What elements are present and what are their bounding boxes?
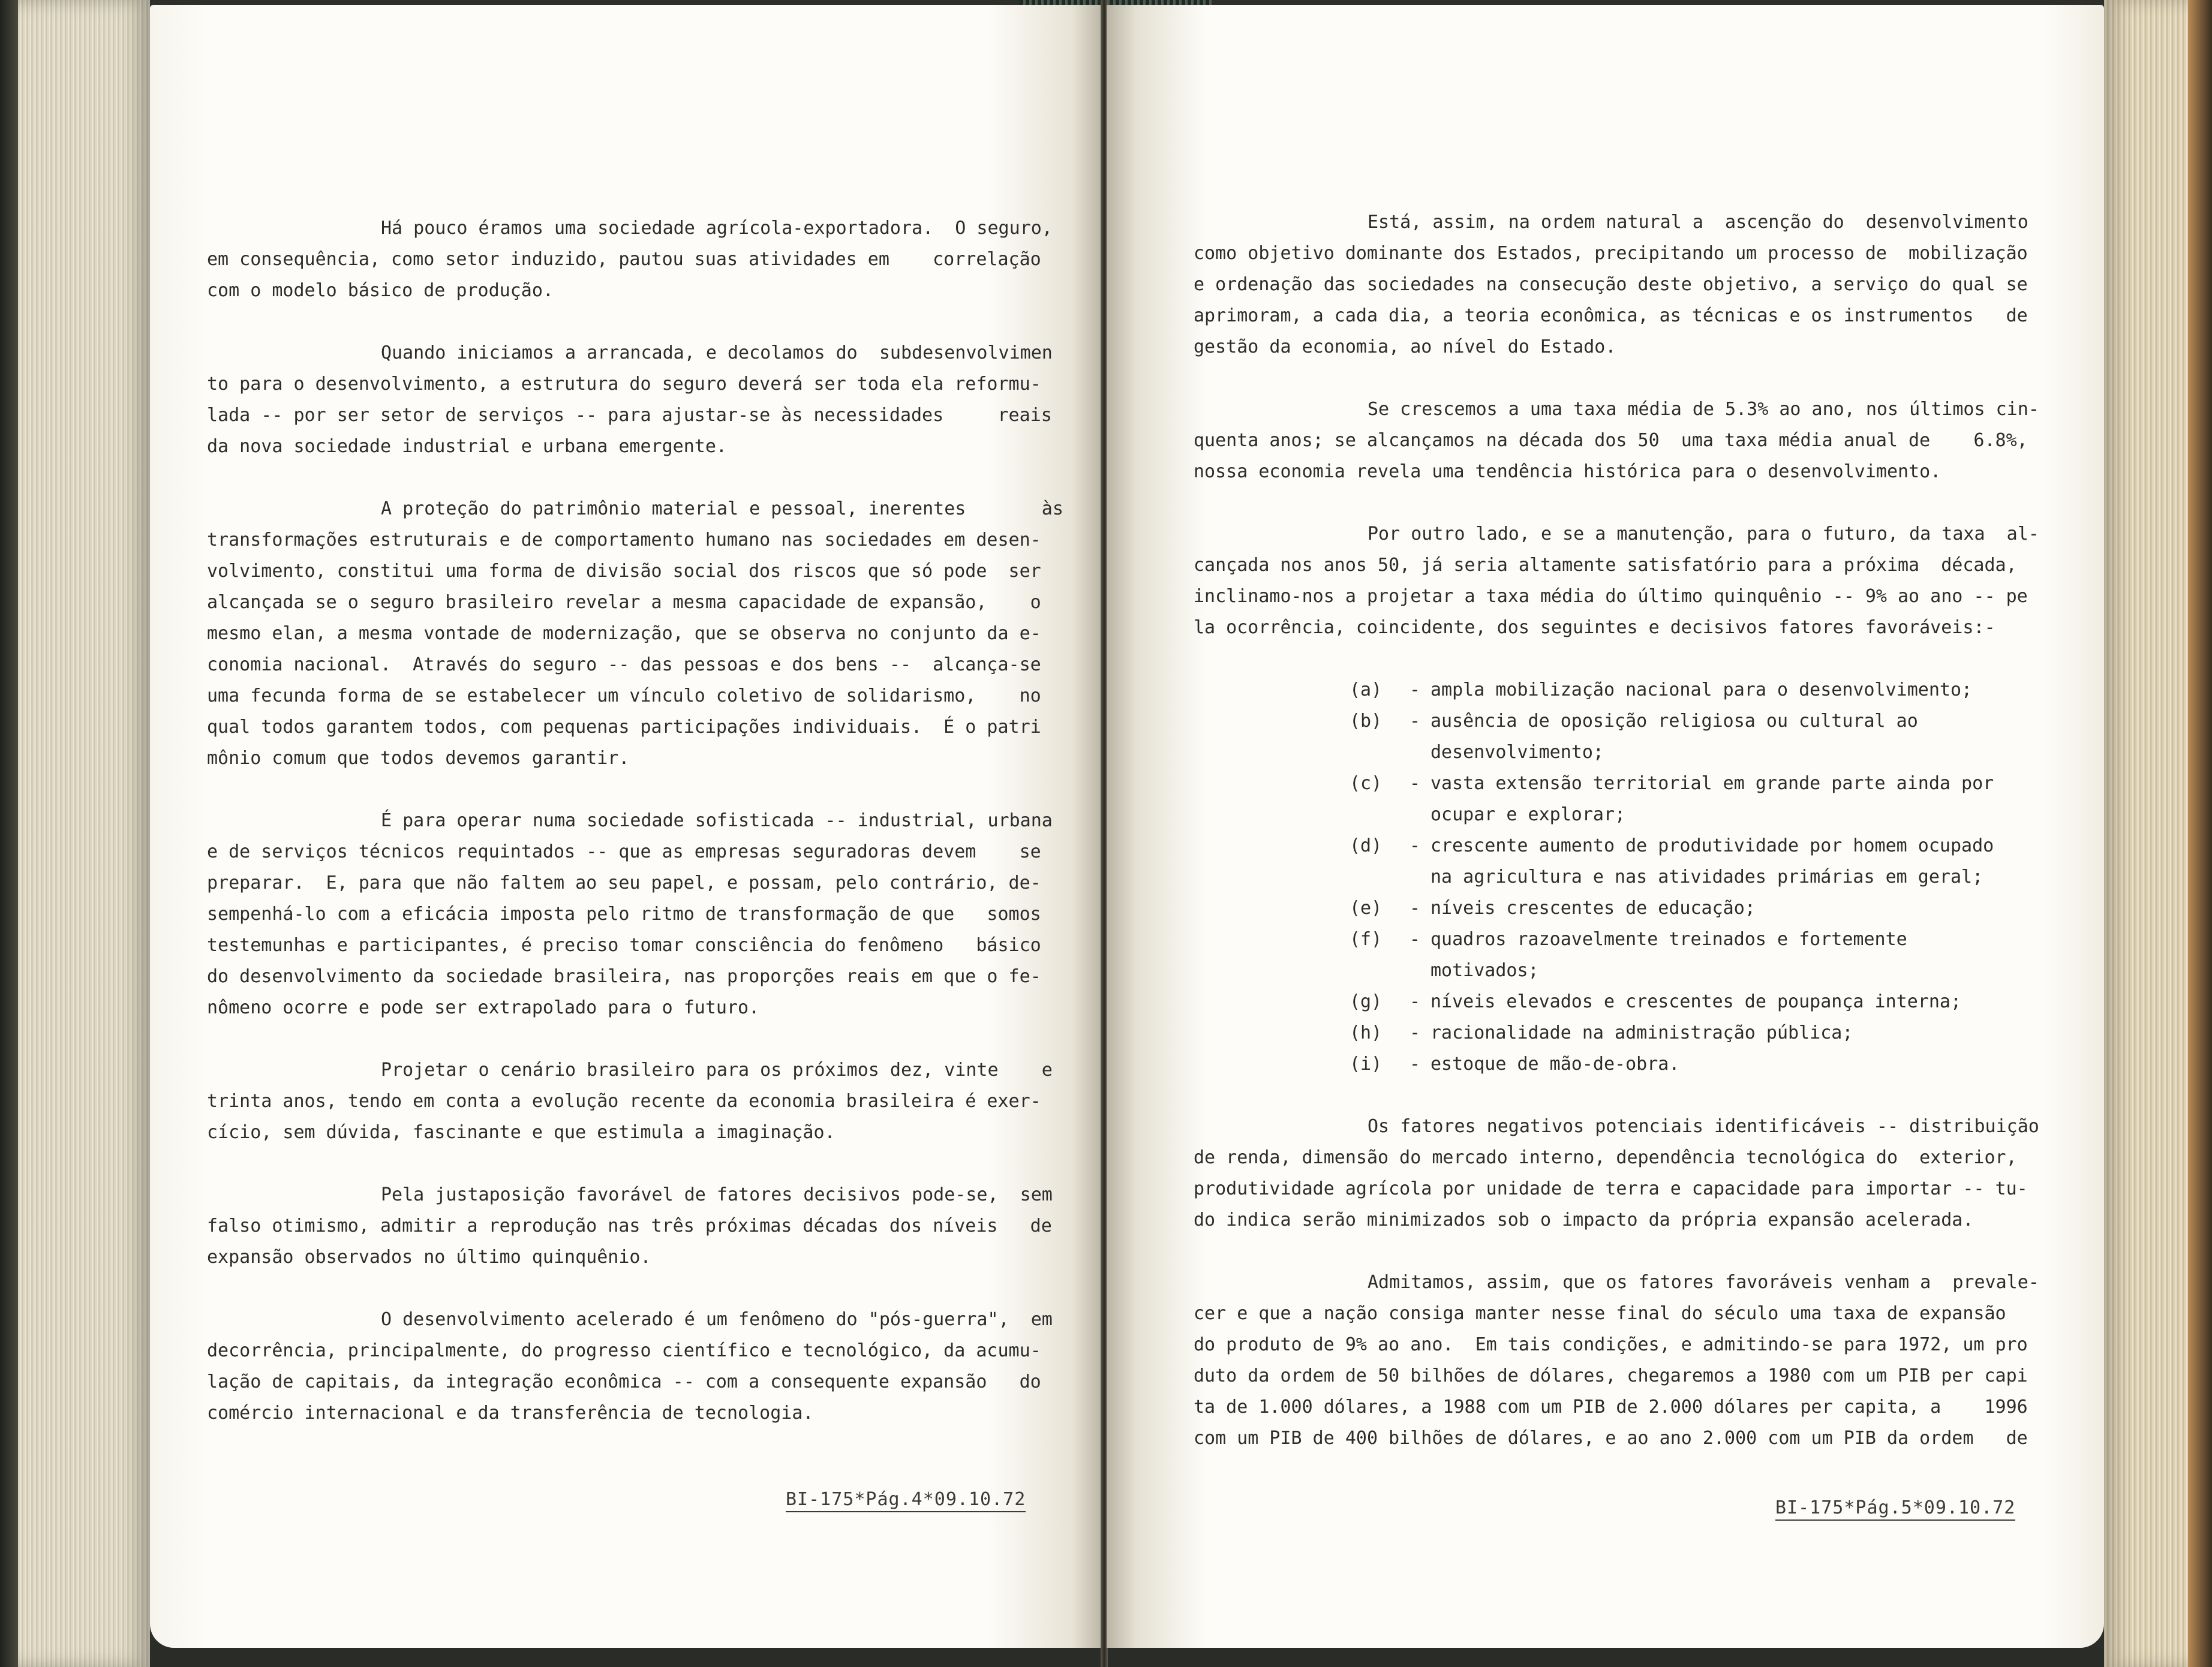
text-line: la ocorrência, coincidente, dos seguintes e decisivos fatores favoráveis:-	[1194, 617, 1995, 638]
text-line: gestão da economia, ao nível do Estado.	[1194, 336, 1616, 357]
text-line: Está, assim, na ordem natural a ascenção do desenvolvimento	[1368, 212, 2028, 233]
text-line: Admitamos, assim, que os fatores favoráveis venham a prevale-	[1368, 1272, 2039, 1293]
text-line: qual todos garantem todos, com pequenas participações individuais. É o patri	[207, 717, 1041, 738]
paragraph	[1194, 1111, 2039, 1236]
text-line: cer e que a nação consiga manter nesse final do século uma taxa de expansão	[1194, 1303, 2006, 1324]
text-line: uma fecunda forma de se estabelecer um vínculo coletivo de solidarismo, no	[207, 685, 1041, 706]
text-line: expansão observados no último quinquênio.	[207, 1247, 651, 1268]
paragraph	[207, 1055, 1053, 1148]
text-line: e de serviços técnicos requintados -- que as empresas seguradoras devem se	[207, 841, 1041, 862]
text-line: ta de 1.000 dólares, a 1988 com um PIB de 2.000 dólares per capita, a 1996	[1194, 1397, 2028, 1418]
page-footer-right: BI-175*Pág.5*09.10.72	[1775, 1497, 2015, 1521]
text-line: como objetivo dominante dos Estados, precipitando um processo de mobilização	[1194, 243, 2028, 264]
text-line: to para o desenvolvimento, a estrutura do seguro deverá ser toda ela reformu-	[207, 374, 1041, 395]
text-line: testemunhas e participantes, é preciso tomar consciência do fenômeno básico	[207, 935, 1041, 956]
text-line: preparar. E, para que não faltem ao seu papel, e possam, pelo contrário, de-	[207, 872, 1041, 893]
text-line: de renda, dimensão do mercado interno, dependência tecnológica do exterior,	[1194, 1147, 2017, 1168]
text-line: lação de capitais, da integração econômica -- com a consequente expansão do	[207, 1371, 1041, 1392]
list-item: (b) - ausência de oposição religiosa ou cultural ao desenvolvimento;	[1350, 711, 1918, 763]
list-item: (g) - níveis elevados e crescentes de poupança interna;	[1350, 991, 1962, 1012]
text-line: volvimento, constitui uma forma de divisão social dos riscos que só pode ser	[207, 561, 1041, 582]
text-line: com o modelo básico de produção.	[207, 280, 554, 301]
text-line: transformações estruturais e de comportamento humano nas sociedades em desen-	[207, 529, 1041, 550]
text-line: duto da ordem de 50 bilhões de dólares, chegaremos a 1980 com um PIB per capi	[1194, 1365, 2028, 1386]
text-line: nômeno ocorre e pode ser extrapolado para o futuro.	[207, 997, 760, 1018]
text-line: sempenhá-lo com a eficácia imposta pelo ritmo de transformação de que somos	[207, 904, 1041, 925]
text-line: produtividade agrícola por unidade de terra e capacidade para importar -- tu-	[1194, 1178, 2028, 1199]
text-line: inclinamo-nos a projetar a taxa média do último quinquênio -- 9% ao ano -- pe	[1194, 586, 2028, 607]
text-line: A proteção do patrimônio material e pessoal, inerentes às	[381, 498, 1063, 519]
text-line: falso otimismo, admitir a reprodução nas três próximas décadas dos níveis de	[207, 1215, 1052, 1236]
text-line: cício, sem dúvida, fascinante e que estimula a imaginação.	[207, 1122, 835, 1143]
text-line: do desenvolvimento da sociedade brasileira, nas proporções reais em que o fe-	[207, 966, 1041, 987]
paragraph	[1194, 394, 2039, 488]
text-line: trinta anos, tendo em conta a evolução recente da economia brasileira é exer-	[207, 1091, 1041, 1112]
text-line: conomia nacional. Através do seguro -- das pessoas e dos bens -- alcança-se	[207, 654, 1041, 675]
text-line: mesmo elan, a mesma vontade de modernização, que se observa no conjunto da e-	[207, 623, 1041, 644]
paragraph	[1194, 519, 2039, 643]
text-line: nossa economia revela uma tendência histórica para o desenvolvimento.	[1194, 461, 1941, 482]
text-line: com um PIB de 400 bilhões de dólares, e ao ano 2.000 com um PIB da ordem de	[1194, 1428, 2028, 1449]
text-line: em consequência, como setor induzido, pautou suas atividades em correlação	[207, 249, 1041, 270]
paragraph	[207, 338, 1053, 462]
left-page-edges	[0, 0, 150, 1667]
text-line: Os fatores negativos potenciais identificáveis -- distribuição	[1368, 1116, 2039, 1137]
text-line: Por outro lado, e se a manutenção, para o futuro, da taxa al-	[1368, 523, 2039, 544]
text-line: Pela justaposição favorável de fatores decisivos pode-se, sem	[381, 1184, 1053, 1205]
paragraph	[1194, 1267, 2039, 1454]
text-line: É para operar numa sociedade sofisticada -- industrial, urbana	[381, 810, 1053, 831]
text-line: Há pouco éramos uma sociedade agrícola-exportadora. O seguro,	[381, 218, 1053, 239]
paragraph	[207, 1304, 1053, 1429]
list-item: (a) - ampla mobilização nacional para o desenvolvimento;	[1350, 679, 1973, 700]
paragraph	[207, 805, 1053, 1024]
right-page-edges	[2104, 0, 2212, 1667]
list-item: (h) - racionalidade na administração pública;	[1350, 1022, 1853, 1043]
list-item: (i) - estoque de mão-de-obra.	[1350, 1054, 1680, 1075]
text-line: decorrência, principalmente, do progresso científico e tecnológico, da acumu-	[207, 1340, 1041, 1361]
text-line: lada -- por ser setor de serviços -- para ajustar-se às necessidades reais	[207, 405, 1052, 426]
paragraph	[1194, 207, 2028, 363]
right-page-body	[1194, 207, 2039, 1454]
text-line: Se crescemos a uma taxa média de 5.3% ao ano, nos últimos cin-	[1368, 399, 2039, 420]
text-line: mônio comum que todos devemos garantir.	[207, 748, 630, 769]
text-line: Projetar o cenário brasileiro para os próximos dez, vinte e	[381, 1060, 1053, 1081]
paragraph	[207, 494, 1063, 774]
list-item: (d) - crescente aumento de produtividade por homem ocupado na agricultura e nas atividades primárias em geral;	[1350, 835, 1994, 887]
list-item: (c) - vasta extensão territorial em grande parte ainda por ocupar e explorar;	[1350, 773, 1994, 825]
text-line: quenta anos; se alcançamos na década dos 50 uma taxa média anual de 6.8%,	[1194, 430, 2028, 451]
paragraph	[207, 1179, 1053, 1273]
text-line: aprimoram, a cada dia, a teoria econômica, as técnicas e os instrumentos de	[1194, 305, 2028, 326]
text-line: alcançada se o seguro brasileiro revelar a mesma capacidade de expansão, o	[207, 592, 1041, 613]
text-line: do produto de 9% ao ano. Em tais condições, e admitindo-se para 1972, um pro	[1194, 1334, 2028, 1355]
list-item: (f) - quadros razoavelmente treinados e fortemente motivados;	[1350, 929, 1907, 981]
factor-list	[1350, 675, 2009, 1080]
text-line: e ordenação das sociedades na consecução deste objetivo, a serviço do qual se	[1194, 274, 2028, 295]
page-footer-left: BI-175*Pág.4*09.10.72	[786, 1489, 1026, 1512]
text-line: da nova sociedade industrial e urbana emergente.	[207, 436, 727, 457]
text-line: comércio internacional e da transferência de tecnologia.	[207, 1403, 814, 1424]
list-item: (e) - níveis crescentes de educação;	[1350, 898, 1756, 919]
text-line: O desenvolvimento acelerado é um fenômeno do "pós-guerra", em	[381, 1309, 1053, 1330]
paragraph	[207, 213, 1053, 306]
text-line: do indica serão minimizados sob o impacto da própria expansão acelerada.	[1194, 1209, 1974, 1230]
text-line: Quando iniciamos a arrancada, e decolamos do subdesenvolvimen	[381, 342, 1053, 363]
text-line: cançada nos anos 50, já seria altamente satisfatório para a próxima década,	[1194, 555, 2017, 576]
left-page-body	[207, 213, 1063, 1429]
